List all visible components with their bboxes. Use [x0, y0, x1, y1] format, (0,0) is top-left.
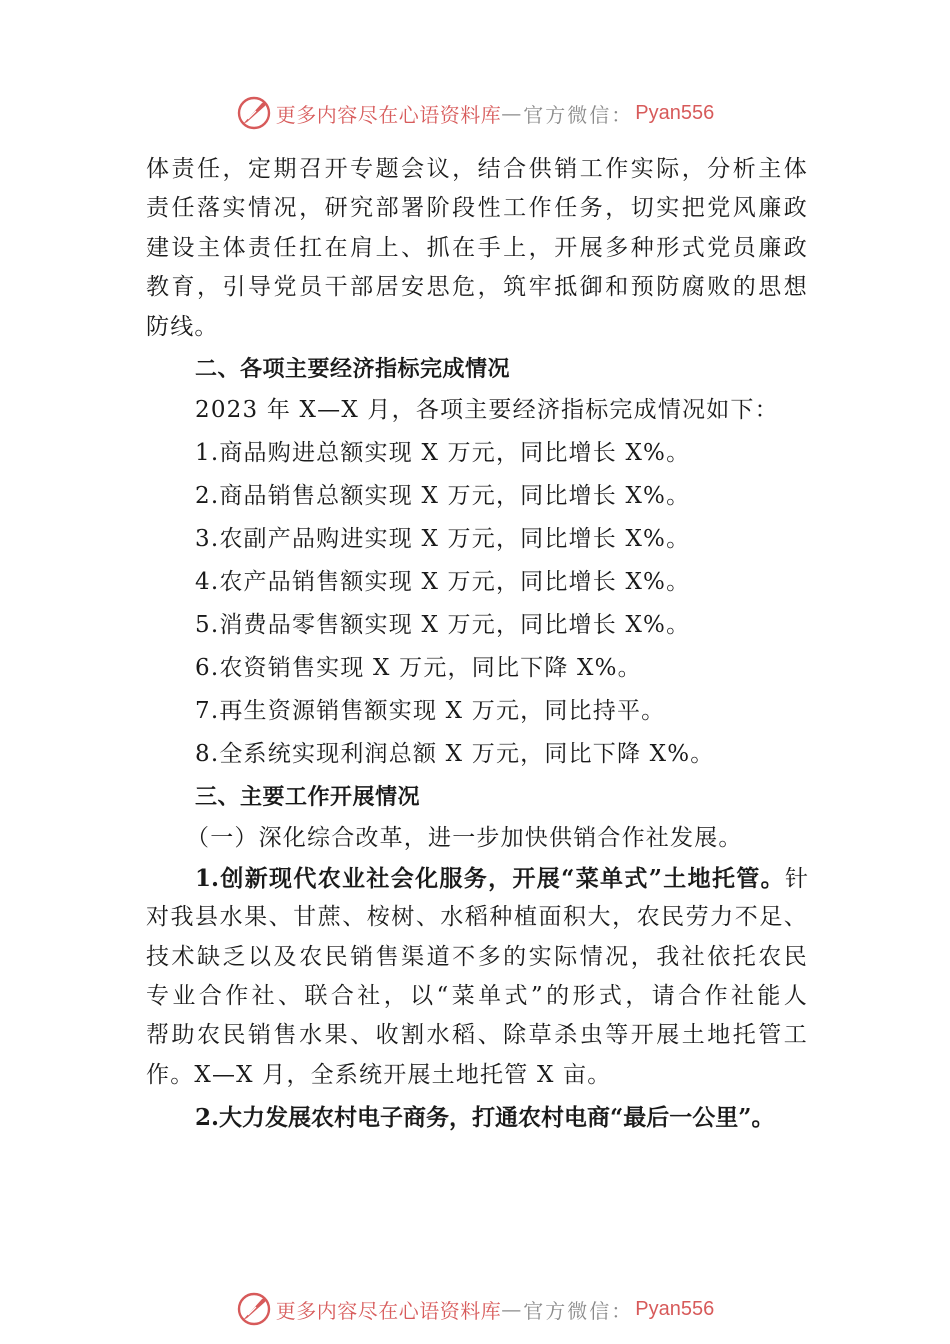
list-item: 7.再生资源销售额实现 X 万元，同比持平。 [195, 698, 666, 725]
banner-official-label: 官方微信： [523, 102, 634, 127]
banner-separator: — [501, 101, 524, 125]
list-item: 2.商品销售总额实现 X 万元，同比增长 X%。 [195, 483, 691, 510]
intro-paragraph [146, 150, 808, 347]
point-1-first-line [146, 859, 808, 898]
paragraph-line: 帮助农民销售水果、收割水稻、除草杀虫等开展土地托管工 [146, 1022, 808, 1049]
subsection-heading: （一）深化综合改革，进一步加快供销合作社发展。 [186, 825, 743, 852]
point-1-title: 1.创新现代农业社会化服务，开展“菜单式”土地托管。 [195, 864, 785, 892]
quill-pen-icon [236, 95, 272, 131]
point-1-paragraph [146, 859, 808, 1095]
banner-wechat-id: Pyan556 [635, 101, 715, 124]
point-1-first-tail: 针 [785, 865, 808, 892]
document-body [146, 150, 808, 1137]
paragraph-line: 专业合作社、联合社，以“菜单式”的形式，请合作社能人 [146, 982, 808, 1009]
paragraph-line: 对我县水果、甘蔗、桉树、水稻种植面积大，农民劳力不足、 [146, 904, 808, 931]
section-heading-work: 三、主要工作开展情况 [195, 785, 421, 811]
list-item: 3.农副产品购进实现 X 万元，同比增长 X%。 [195, 526, 691, 553]
section-heading-indicators: 二、各项主要经济指标完成情况 [195, 356, 511, 382]
paragraph-line: 责任落实情况，研究部署阶段性工作任务，切实把党风廉政 [146, 195, 808, 222]
banner-wechat-id: Pyan556 [635, 1297, 715, 1320]
list-item: 4.农产品销售额实现 X 万元，同比增长 X%。 [195, 569, 691, 596]
banner-brand-text: 更多内容尽在心语资料库 [275, 1298, 502, 1323]
watermark-banner-top [0, 93, 950, 133]
list-item: 5.消费品零售额实现 X 万元，同比增长 X%。 [195, 612, 691, 639]
banner-brand-text: 更多内容尽在心语资料库 [275, 102, 502, 127]
list-item: 8.全系统实现利润总额 X 万元，同比下降 X%。 [195, 741, 715, 768]
list-item: 1.商品购进总额实现 X 万元，同比增长 X%。 [195, 440, 691, 467]
banner-official-label: 官方微信： [523, 1298, 634, 1323]
paragraph-line: 体责任，定期召开专题会议，结合供销工作实际，分析主体 [146, 156, 808, 182]
paragraph-line: 教育，引导党员干部居安思危，筑牢抵御和预防腐败的思想 [146, 274, 808, 301]
banner-separator: — [501, 1297, 524, 1321]
indicator-list [146, 389, 808, 819]
paragraph-line: 建设主体责任扛在肩上、抓在手上，开展多种形式党员廉政 [146, 234, 808, 261]
paragraph-line: 作。X—X 月，全系统开展土地托管 X 亩。 [146, 1061, 612, 1088]
indicator-intro: 2023 年 X—X 月，各项主要经济指标完成情况如下： [195, 397, 779, 424]
paragraph-line: 防线。 [146, 313, 219, 340]
watermark-banner-bottom [0, 1289, 950, 1329]
point-2-title: 2.大力发展农村电子商务，打通农村电商“最后一公里”。 [195, 1104, 775, 1132]
list-item: 6.农资销售实现 X 万元，同比下降 X%。 [195, 655, 642, 682]
paragraph-line: 技术缺乏以及农民销售渠道不多的实际情况，我社依托农民 [146, 943, 808, 970]
quill-pen-icon [236, 1291, 272, 1327]
